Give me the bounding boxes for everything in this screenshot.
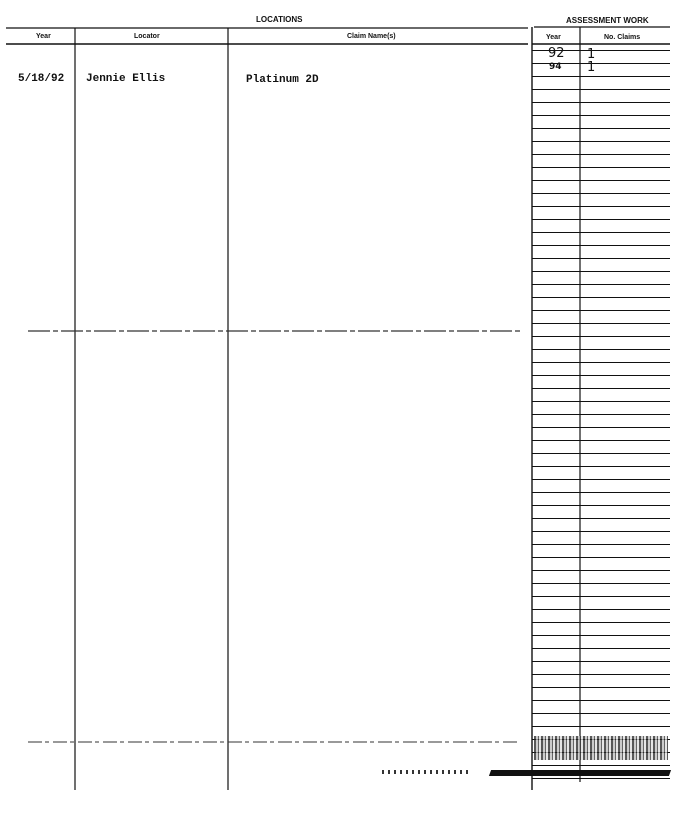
scan-noise-speckle	[382, 770, 472, 774]
location-claim-name: Platinum 2D	[246, 74, 319, 86]
year-column-header: Year	[36, 33, 51, 40]
location-locator: Jennie Ellis	[86, 73, 166, 85]
assessment-year-column-header: Year	[546, 34, 561, 41]
locator-column-header: Locator	[134, 33, 160, 40]
assessment-year-1: 92	[548, 46, 565, 61]
assessment-claims-1: 1	[587, 47, 596, 62]
assessment-claims-2: 1	[587, 60, 596, 75]
assessment-work-heading: ASSESSMENT WORK	[566, 16, 649, 25]
scan-noise-strip	[489, 770, 671, 776]
location-year: 5/18/92	[18, 73, 65, 85]
scan-noise-block	[534, 736, 668, 760]
locations-heading: LOCATIONS	[256, 15, 303, 24]
claim-names-column-header: Claim Name(s)	[347, 33, 396, 40]
number-of-claims-column-header: No. Claims	[604, 34, 641, 41]
assessment-year-2: 94	[549, 62, 562, 72]
